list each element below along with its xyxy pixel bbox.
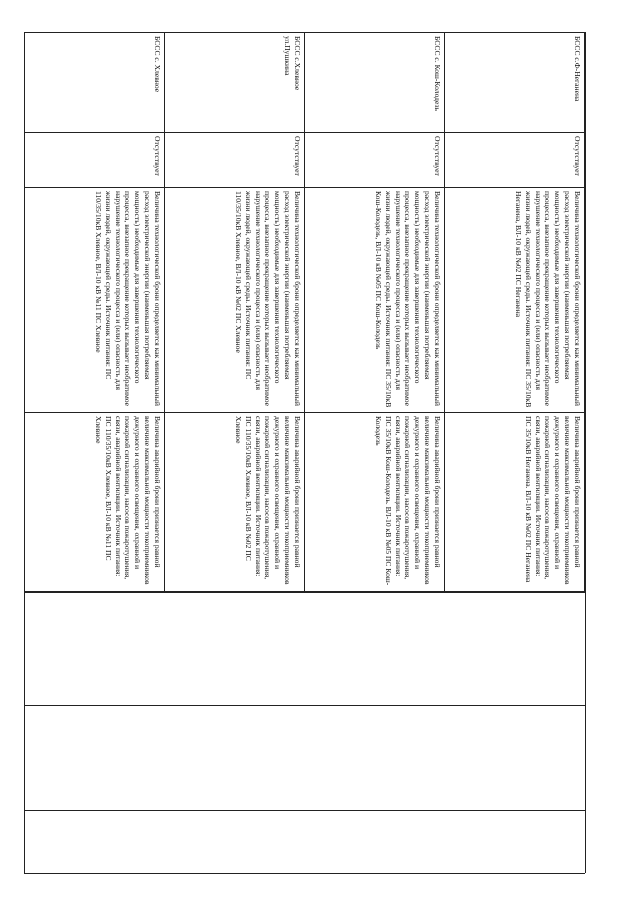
status-cell: Отсутствует	[445, 133, 585, 188]
emergency-reserve-cell: Величина аварийной брони признается равной величине максимальной мощности токоприемников дежурного и охранного освещения, охранной и пожарной сигнализации, насосов пожаротушения, связи, аварийной вентиляции. Источник питания: ПС 110/35/10кВ Хлевное, ВЛ-10 кВ №11 ПС Хлевное	[25, 413, 165, 593]
emergency-reserve-cell: Величина аварийной брони признается равной величине максимальной мощности токоприемников дежурного и охранного освещения, охранной и пожарной сигнализации, насосов пожаротушения, связи, аварийной вентиляции. Источник питания: ПС 35/10кВ Неганена. ВЛ-10 кВ №02 ПС Неганена	[445, 413, 585, 593]
divider-line	[24, 705, 585, 706]
reserve-table	[24, 32, 585, 593]
tech-reserve-cell: Величина технологической брони определяется как минимальный расход электрической энергии (наименьшая потребляемая мощность) необходимые для завершения технологического процесса, внезапное прекращение которых вызывает необратимое нарушение технологического процесса и (или) опасность для жизни людей, окружающей среды. Источник питания: ПС 35/10кВ Неганена, ВЛ-10 кВ №02 ПС Неганена	[445, 188, 585, 413]
object-cell: БССС с. Кош-Колодезь	[305, 33, 445, 133]
emergency-reserve-cell: Величина аварийной брони признается равной величине максимальной мощности токоприемников дежурного и охранного освещения, охранной и пожарной сигнализации, насосов пожаротушения, связи, аварийной вентиляции. Источник питания: ПС 110/35/10кВ Хлевное, ВЛ-10 кВ №02 ПС Хлевное	[165, 413, 305, 593]
divider-line	[24, 810, 585, 811]
divider-line	[24, 873, 585, 874]
object-cell: БССС с.Ф-Неганена	[445, 33, 585, 133]
status-cell: Отсутствует	[305, 133, 445, 188]
tech-reserve-cell: Величина технологической брони определяется как минимальный расход электрической энергии (наименьшая потребляемая мощность) необходимые для завершения технологического процесса, внезапное прекращение которых вызывает необратимое нарушение технологического процесса и (или) опасность для жизни людей, окружающей среды. Источник питания: ПС 35/10кВ Кош-Колодезь, ВЛ-10 кВ №05 ПС Кош-Колодезь	[305, 188, 445, 413]
table-bottom-rule	[24, 591, 585, 592]
object-cell: БССС с. Хлевное	[25, 33, 165, 133]
status-cell: Отсутствует	[165, 133, 305, 188]
object-cell: БССС с.Хлевное ул.Пушкина	[165, 33, 305, 133]
tech-reserve-cell: Величина технологической брони определяется как минимальный расход электрической энергии (наименьшая потребляемая мощность) необходимые для завершения технологического процесса, внезапное прекращение которых вызывает необратимое нарушение технологического процесса и (или) опасность для жизни людей, окружающей среды. Источник питания: ПС 110/35/10кВ Хлевное, ВЛ-10 кВ №11 ПС Хлевное	[25, 188, 165, 413]
table-row	[445, 33, 585, 593]
emergency-reserve-cell: Величина аварийной брони признается равной величине максимальной мощности токоприемников дежурного и охранного освещения, охранной и пожарной сигнализации, насосов пожаротушения, связи, аварийной вентиляции. Источник питания: ПС 35/10кВ Кош-Колодезь. ВЛ-10 кВ №05 ПС Кош-Колодезь	[305, 413, 445, 593]
right-border	[585, 32, 586, 873]
rotated-page	[25, 32, 585, 592]
table-row	[305, 33, 445, 593]
status-cell: Отсутствует	[25, 133, 165, 188]
table-row	[165, 33, 305, 593]
table-row	[25, 33, 165, 593]
left-border	[24, 32, 25, 873]
tech-reserve-cell: Величина технологической брони определяется как минимальный расход электрической энергии (наименьшая потребляемая мощность) необходимые для завершения технологического процесса, внезапное прекращение которых вызывает необратимое нарушение технологического процесса и (или) опасность для жизни людей, окружающей среды. Источник питания: ПС 110/35/10кВ Хлевное, ВЛ-10 кВ №02 ПС Хлевное	[165, 188, 305, 413]
